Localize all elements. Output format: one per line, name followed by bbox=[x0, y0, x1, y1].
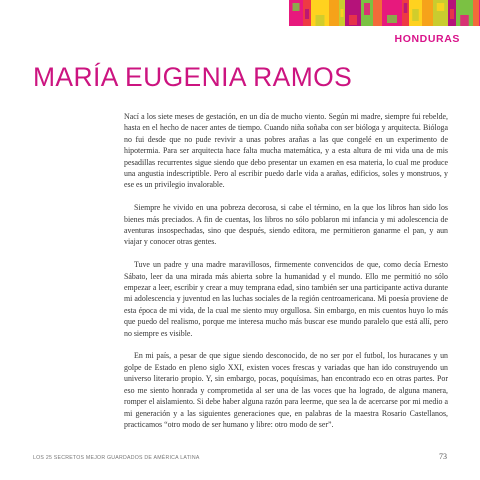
pattern-accent bbox=[425, 15, 431, 26]
author-title: MARÍA EUGENIA RAMOS bbox=[33, 62, 353, 92]
country-label: HONDURAS bbox=[394, 33, 460, 45]
pattern-accent bbox=[450, 9, 454, 19]
page-number: 73 bbox=[439, 452, 447, 461]
decorative-header-pattern bbox=[289, 0, 480, 26]
pattern-accent bbox=[475, 3, 478, 17]
pattern-accent bbox=[349, 15, 357, 25]
pattern-accent bbox=[375, 9, 380, 23]
pattern-accent bbox=[387, 15, 397, 23]
pattern-accent bbox=[305, 9, 309, 19]
pattern-graphic bbox=[289, 0, 480, 26]
pattern-accent bbox=[364, 3, 370, 15]
pattern-accent bbox=[293, 3, 300, 11]
article-body bbox=[124, 111, 448, 442]
paragraph-4: En mi país, a pesar de que sigue siendo desconocido, de no ser por el futbol, los huracanes y un golpe de Estado en pleno siglo XXI, existen voces frescas y variadas que han ido construyendo un universo literario propio. Y, sin embargo, pocas, poquísimas, han encontrado eco en otras partes. Por eso me siento honrada y comprometida al ser una de las voces que ha logrado, de alguna manera, romper el aislamiento. Si debe haber alguna razón para leerme, que sea la de acercarse por mi medio a mi generación y a las siguientes generaciones que, en palabras de la maestra Rosario Castellanos, practicamos “otro modo de ser humano y libre: otro modo de ser”. bbox=[124, 351, 448, 429]
pattern-accent bbox=[332, 3, 337, 17]
footer-book-title: LOS 25 SECRETOS MEJOR GUARDADOS DE AMÉRICA LATINA bbox=[33, 455, 200, 461]
paragraph-1: Nací a los siete meses de gestación, en un día de mucho viento. Según mi madre, siempre fui rebelde, hasta en el hecho de nacer antes de tiempo. Cuando niña soñaba con ser bióloga y arquitecta. Bióloga no fui desde que no pude revivir a unas pobres arañas a las que congelé en un experimento de hipotermia. Para ser arquitecta hace falta mucha matemática, y a esta altura de mi vida una de mis pesadillas recurrentes sigue siendo que debo presentar un examen en esa materia, lo cual me produce una angustia indescriptible. Pero al escribir puedo darle vida a arañas, edificios, soles y monstruos, y ese es un privilegio invalorable. bbox=[124, 112, 448, 190]
pattern-accent bbox=[404, 3, 408, 13]
pattern-accent bbox=[437, 3, 445, 11]
pattern-accent bbox=[316, 15, 325, 26]
pattern-accent bbox=[460, 15, 469, 26]
paragraph-3: Tuve un padre y una madre maravillosos, firmemente convencidos de que, como decía Ernesto Sábato, leer da una mirada más abierta sobre la humanidad y el mundo. Ello me permitió no sólo empezar a leer, escribir y crear a muy temprana edad, sino también ser una participante activa durante mi adolescencia y juventud en las luchas sociales de la región centroamericana. Mi poesía proviene de esta época de mi vida, de la cual me siento muy orgullosa. Sin embargo, en mis cuentos huyo lo más que puedo del realismo, porque me interesa mucho más buscar ese mundo paralelo que está allí, pero no siempre es visible. bbox=[124, 260, 448, 338]
pattern-accent bbox=[341, 9, 344, 17]
pattern-accent bbox=[412, 9, 419, 21]
paragraph-2: Siempre he vivido en una pobreza decorosa, si cabe el término, en la que los libros han sido los bienes más preciados. A fin de cuentas, los libros no sólo poblaron mi infancia y mi adolescencia de aventuras insospechadas, sino que después, siendo editora, me permitieron ganarme el pan, y aun viajar y conocer otras gentes. bbox=[124, 203, 448, 247]
